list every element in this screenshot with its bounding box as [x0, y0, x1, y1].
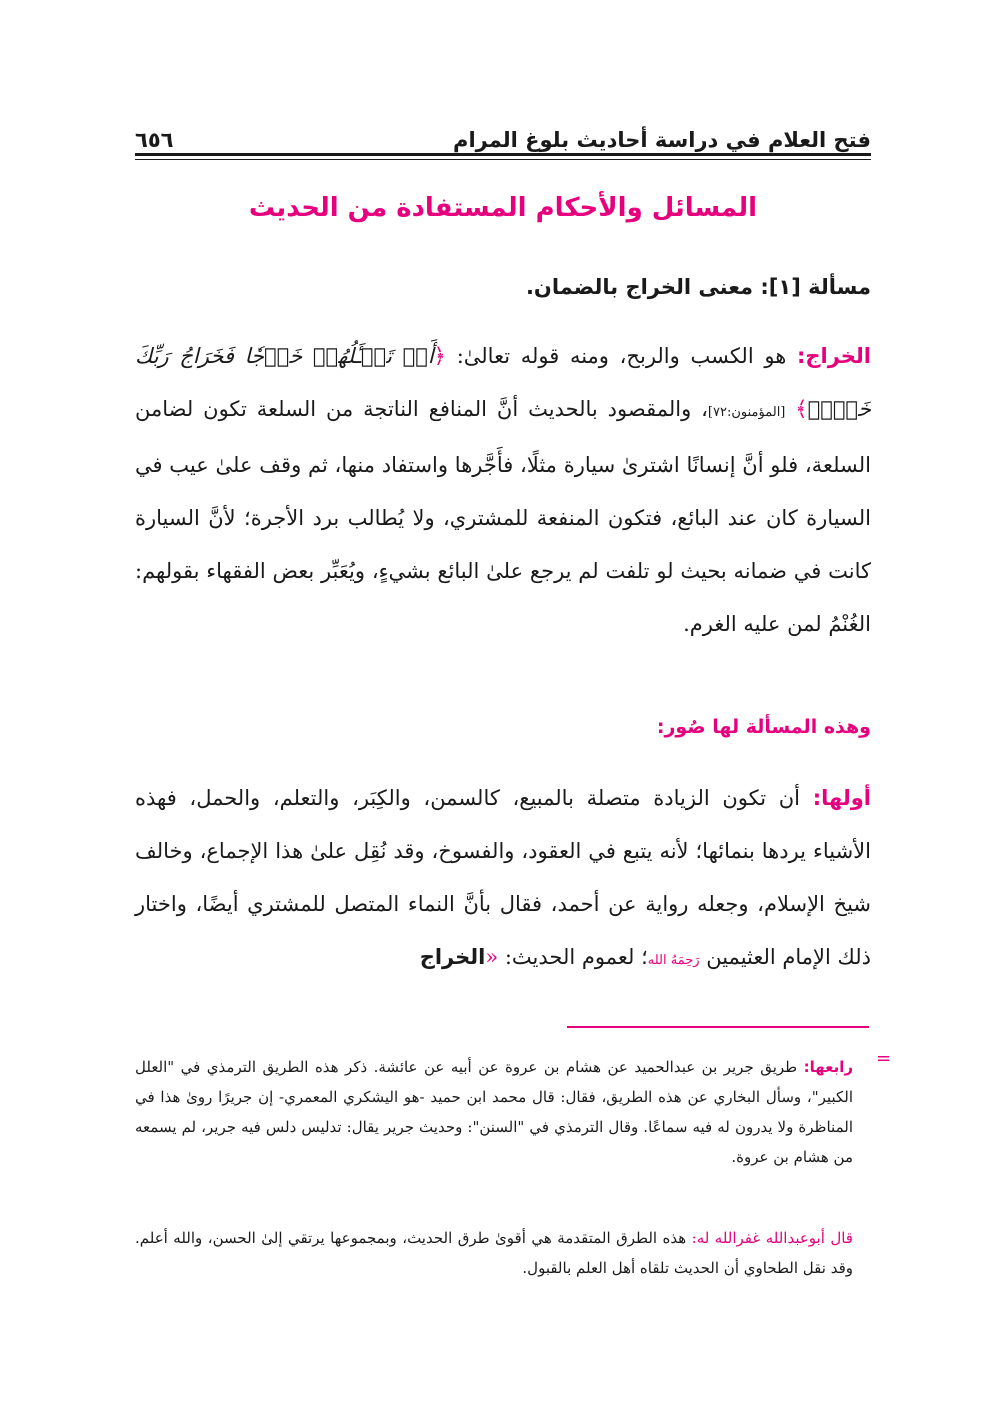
- footnote-rule: [567, 1026, 869, 1028]
- header-rule-thin: [135, 159, 871, 160]
- page-number: ٦٥٦: [135, 128, 174, 152]
- term-kharaj: الخراج:: [796, 344, 871, 368]
- footnote-continuation-mark: =: [876, 1048, 892, 1069]
- paragraph-kharaj: [135, 330, 871, 651]
- book-title: فتح العلام في دراسة أحاديث بلوغ المرام: [453, 128, 871, 152]
- header-rule-thick: [135, 153, 871, 156]
- running-header: [135, 112, 871, 152]
- verse-reference: [المؤمنون:٧٢]: [707, 405, 786, 420]
- footnote-author-note: [135, 1223, 853, 1283]
- issue-title: معنى الخراج بالضمان.: [525, 275, 754, 299]
- issue-heading: [135, 275, 871, 299]
- paragraph-body-2: ؛ لعموم الحديث:: [504, 945, 648, 969]
- paragraph-first-case: [135, 772, 871, 987]
- term-first: أولها:: [812, 786, 872, 810]
- quran-verse: أَمۡ تَسۡـَٔلُهُمۡ خَرۡجٗا فَخَرَاجُ رَبِّكَ خَيۡرٞ: [135, 344, 871, 421]
- paragraph-body: ، والمقصود بالحديث أنَّ المنافع الناتجة من السلعة تكون لضامن السلعة، فلو أنَّ إنسانًا اشترىٰ سيارة مثلًا، فأَجَّرها واستفاد منها، ثم وقف علىٰ عيب في السيارة كان عند البائع، فتكون المنفعة للمشتري، ولا يُطالب برد الأجرة؛ لأنَّ السيارة كانت في ضمانه بحيث لو تلفت لم يرجع علىٰ البائع بشيءٍ، ويُعَبِّر بعض الفقهاء بقولهم: الغُنْمُ لمن عليه الغرم.: [135, 397, 871, 636]
- section-title: المسائل والأحكام المستفادة من الحديث: [248, 193, 758, 223]
- honorific: رَحِمَهُ الله: [647, 953, 700, 968]
- verse-open-bracket: ﴿: [433, 344, 446, 368]
- paragraph-intro: هو الكسب والربح، ومنه قوله تعالىٰ:: [456, 344, 787, 368]
- issue-label: مسألة [١]:: [760, 275, 871, 299]
- hadith-word: الخراج: [419, 945, 486, 969]
- subheading: وهذه المسألة لها صُور:: [656, 716, 871, 738]
- footnote-text: طريق جرير بن عبدالحميد عن هشام بن عروة عن أبيه عن عائشة. ذكر هذه الطريق الترمذي في "العلل الكبير"، وسأل البخاري عن هذه الطريق، فقال: قال محمد ابن حميد -هو اليشكري المعمري- إن جريرًا روىٰ هذا في المناظرة ولا يدرون له فيه سماعًا. وقال الترمذي في "السنن": وحديث جرير يقال: تدليس دلس فيه جرير، لم يسمعه من هشام بن عروة.: [135, 1058, 853, 1166]
- footnote-author: قال أبوعبدالله غفرالله له:: [691, 1229, 853, 1247]
- quote-open-mark: «: [485, 945, 499, 969]
- verse-close-bracket: ﴾: [795, 397, 808, 421]
- footnote-fourth-route: [135, 1052, 853, 1172]
- paragraph-body: أن تكون الزيادة متصلة بالمبيع، كالسمن، والكِبَر، والتعلم، والحمل، فهذه الأشياء يردها بنمائها؛ لأنه يتبع في العقود، والفسوخ، وقد نُقِل علىٰ هذا الإجماع، وخالف شيخ الإسلام، وجعله رواية عن أحمد، فقال بأنَّ النماء المتصل للمشتري أيضًا، واختار ذلك الإمام العثيمين: [135, 786, 871, 969]
- footnote-text: هذه الطرق المتقدمة هي أقوىٰ طرق الحديث، وبمجموعها يرتقي إلىٰ الحسن، والله أعلم. وقد نقل الطحاوي أن الحديث تلقاه أهل العلم بالقبول.: [135, 1229, 853, 1277]
- footnote-label: رابعها:: [803, 1058, 854, 1076]
